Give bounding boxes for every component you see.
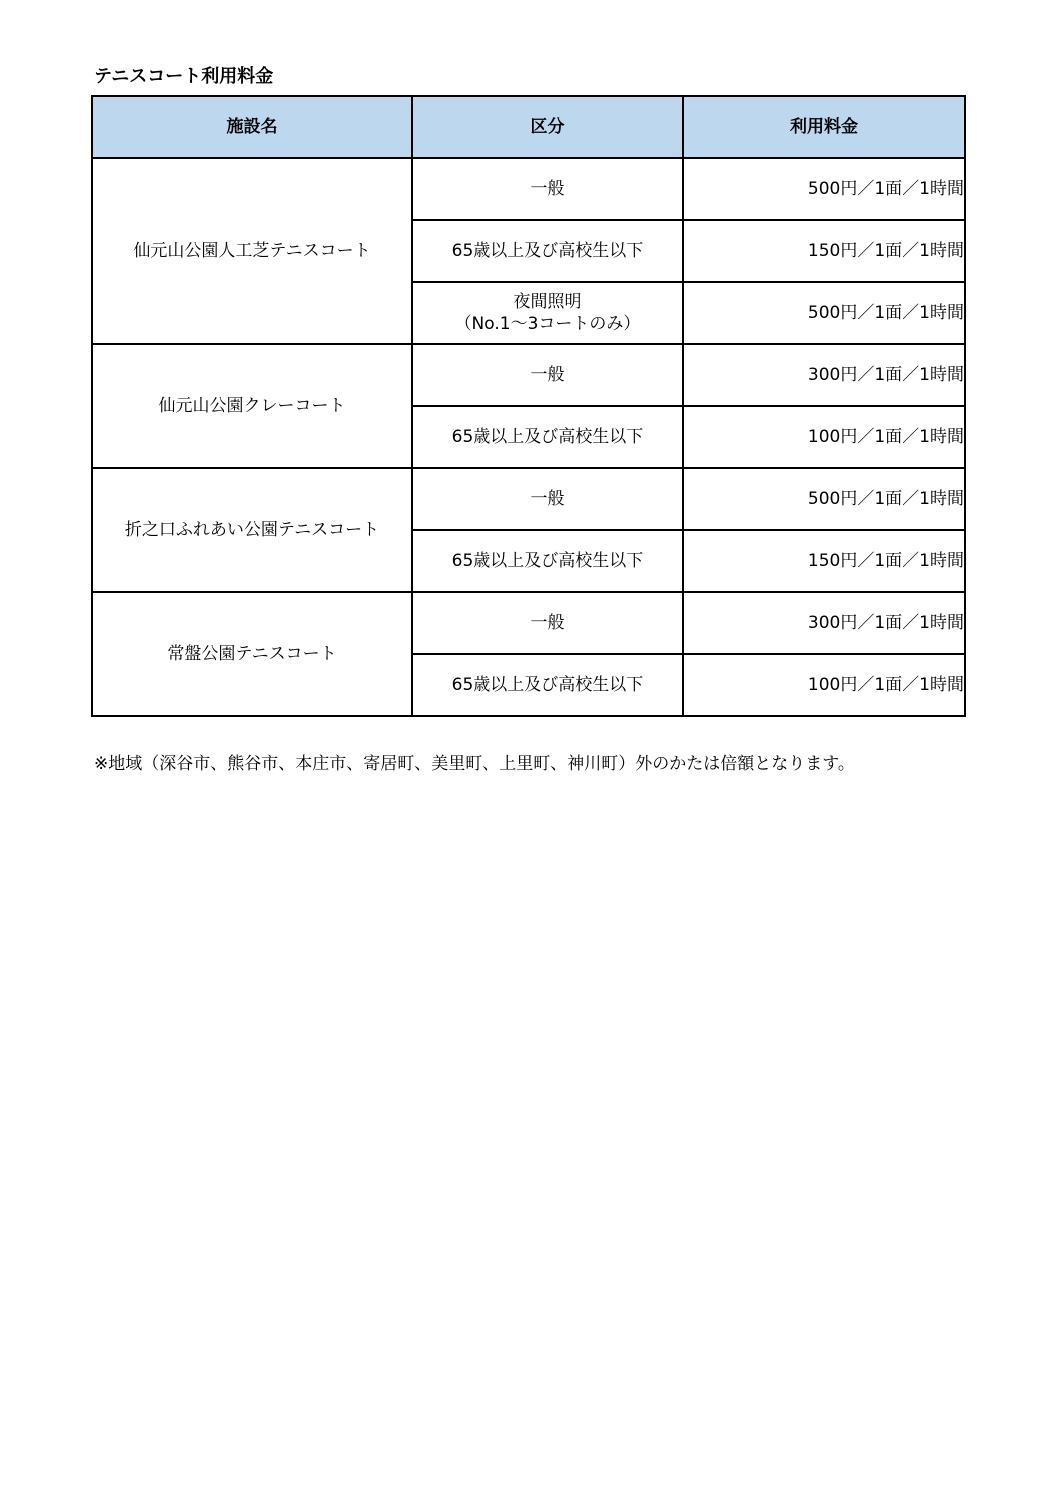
header-fee: 利用料金 (683, 96, 965, 158)
fee-table (91, 95, 966, 717)
page-title: テニスコート利用料金 (94, 66, 274, 87)
category-cell: 65歳以上及び高校生以下 (412, 654, 683, 716)
header-category: 区分 (412, 96, 683, 158)
fee-cell: 300円／1面／1時間 (683, 592, 965, 654)
category-cell: 一般 (412, 468, 683, 530)
table-row (92, 344, 965, 406)
category-sub: （No.1～3コートのみ） (454, 314, 641, 334)
fee-cell: 100円／1面／1時間 (683, 654, 965, 716)
facility-name: 常盤公園テニスコート (92, 592, 412, 716)
footnote: ※地域（深谷市、熊谷市、本庄市、寄居町、美里町、上里町、神川町）外のかたは倍額となります。 (94, 754, 855, 774)
fee-cell: 500円／1面／1時間 (683, 282, 965, 344)
table-row (92, 158, 965, 220)
category-cell: 一般 (412, 592, 683, 654)
table-row (92, 468, 965, 530)
category-cell (412, 282, 683, 344)
category-cell: 65歳以上及び高校生以下 (412, 530, 683, 592)
category-main: 夜間照明 (513, 291, 582, 312)
facility-name: 折之口ふれあい公園テニスコート (92, 468, 412, 592)
facility-name: 仙元山公園人工芝テニスコート (92, 158, 412, 344)
fee-cell: 100円／1面／1時間 (683, 406, 965, 468)
fee-cell: 300円／1面／1時間 (683, 344, 965, 406)
category-cell: 65歳以上及び高校生以下 (412, 220, 683, 282)
category-cell: 65歳以上及び高校生以下 (412, 406, 683, 468)
table-row (92, 592, 965, 654)
fee-cell: 500円／1面／1時間 (683, 158, 965, 220)
header-facility: 施設名 (92, 96, 412, 158)
category-cell: 一般 (412, 344, 683, 406)
table-header-row (92, 96, 965, 158)
fee-cell: 500円／1面／1時間 (683, 468, 965, 530)
category-cell: 一般 (412, 158, 683, 220)
fee-cell: 150円／1面／1時間 (683, 530, 965, 592)
facility-name: 仙元山公園クレーコート (92, 344, 412, 468)
fee-cell: 150円／1面／1時間 (683, 220, 965, 282)
